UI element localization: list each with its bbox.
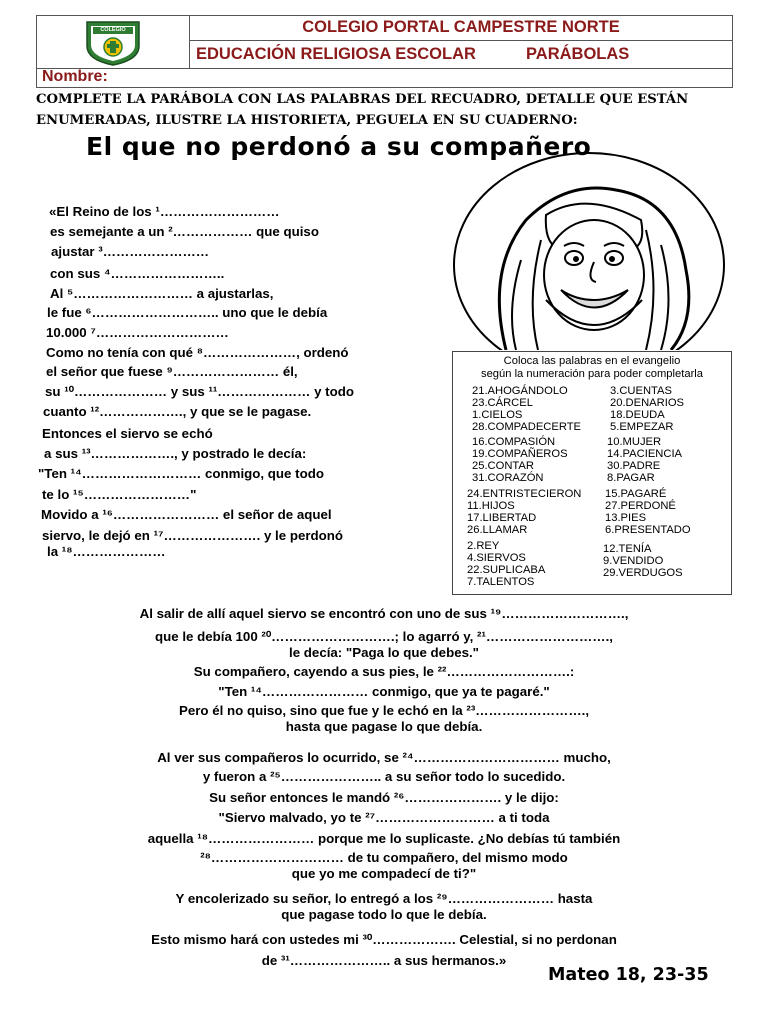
parable-line-13: a sus ¹³………………., y postrado le decía: bbox=[44, 446, 307, 461]
instructions-line-1: COMPLETE LA PARÁBOLA CON LAS PALABRAS DEL RECUADRO, DETALLE QUE ESTÁN bbox=[36, 92, 689, 107]
parable-line-18: la ¹⁸………………… bbox=[47, 544, 166, 559]
parable-line-15: te lo ¹⁵……………………" bbox=[42, 487, 197, 502]
parable-line-10: su ¹⁰………………… y sus ¹¹………………… y todo bbox=[45, 384, 354, 399]
word-bank-item: 1.CIELOS bbox=[472, 409, 523, 421]
word-bank-item: 17.LIBERTAD bbox=[467, 512, 537, 524]
parable-bottom-line-10: Su señor entonces le mandó ²⁶…………………. y le dijo: bbox=[209, 790, 559, 805]
parable-bottom-line-18: de ³¹………………….. a sus hermanos.» bbox=[261, 953, 507, 968]
parable-bottom-line-9: y fueron a ²⁵………………….. a su señor todo lo sucedido. bbox=[202, 769, 566, 784]
word-bank-item: 18.DEUDA bbox=[610, 409, 665, 421]
parable-line-17: siervo, le dejó en ¹⁷…………………. y le perdonó bbox=[42, 528, 344, 543]
parable-bottom-line-8: Al ver sus compañeros lo ocurrido, se ²⁴…………………………… mucho, bbox=[157, 750, 611, 765]
parable-line-2: es semejante a un ²……………… que quiso bbox=[50, 224, 319, 239]
word-bank-item: 11.HIJOS bbox=[467, 500, 515, 512]
word-bank-item: 23.CÁRCEL bbox=[472, 397, 533, 409]
parable-line-7: 10.000 ⁷………………………… bbox=[46, 325, 229, 340]
word-bank-item: 21.AHOGÁNDOLO bbox=[472, 385, 568, 397]
parable-line-16: Movido a ¹⁶…………………… el señor de aquel bbox=[41, 507, 332, 522]
parable-line-1: «El Reino de los ¹……………………… bbox=[49, 204, 280, 219]
word-bank-item: 2.REY bbox=[467, 540, 500, 552]
parable-bottom-line-17: Esto mismo hará con ustedes mi ³⁰………………. Celestial, si no perdonan bbox=[151, 932, 617, 947]
parable-bottom-line-12: aquella ¹⁸…………………… porque me lo suplicaste. ¿No debías tú también bbox=[147, 831, 621, 846]
name-row bbox=[36, 67, 733, 88]
word-bank-item: 9.VENDIDO bbox=[603, 555, 664, 567]
school-logo-icon bbox=[37, 16, 189, 68]
parable-line-4: con sus ⁴…………………….. bbox=[50, 266, 225, 281]
parable-line-14: "Ten ¹⁴……………………… conmigo, que todo bbox=[38, 466, 324, 481]
word-bank-item: 28.COMPADECERTE bbox=[472, 421, 582, 433]
topic-title: PARÁBOLAS bbox=[526, 45, 630, 63]
word-bank-item: 31.CORAZÓN bbox=[472, 472, 544, 484]
word-bank-item: 8.PAGAR bbox=[607, 472, 655, 484]
parable-line-8: Como no tenía con qué ⁸…………………, ordenó bbox=[46, 345, 349, 360]
parable-bottom-line-3: le decía: "Paga lo que debes." bbox=[289, 645, 479, 660]
parable-line-11: cuanto ¹²………………., y que se le pagase. bbox=[43, 404, 312, 419]
word-bank-item: 6.PRESENTADO bbox=[605, 524, 691, 536]
parable-bottom-line-16: que pagase todo lo que le debía. bbox=[281, 907, 487, 922]
word-bank-item: 14.PACIENCIA bbox=[607, 448, 683, 460]
instructions-line-2: ENUMERADAS, ILUSTRE LA HISTORIETA, PEGUELA EN SU CUADERNO: bbox=[36, 113, 578, 128]
parable-line-12: Entonces el siervo se echó bbox=[42, 426, 213, 441]
word-bank-item: 4.SIERVOS bbox=[467, 552, 526, 564]
parable-bottom-line-4: Su compañero, cayendo a sus pies, le ²²……………………….: bbox=[193, 664, 575, 679]
word-bank-item: 30.PADRE bbox=[607, 460, 661, 472]
word-bank-item: 10.MUJER bbox=[607, 436, 662, 448]
word-bank-item: 16.COMPASIÓN bbox=[472, 436, 556, 448]
header-row-subject bbox=[190, 41, 732, 68]
parable-bottom-line-13: ²⁸………………………… de tu compañero, del mismo modo bbox=[200, 850, 568, 865]
logo-text: COLEGIO bbox=[100, 27, 126, 33]
word-bank-item: 13.PIES bbox=[605, 512, 647, 524]
word-bank-item: 19.COMPAÑEROS bbox=[472, 448, 568, 460]
word-bank-heading-2: según la numeración para poder completarla bbox=[480, 368, 704, 380]
name-label: Nombre: bbox=[42, 68, 108, 85]
word-bank-item: 3.CUENTAS bbox=[610, 385, 672, 397]
word-bank-item: 20.DENARIOS bbox=[610, 397, 684, 409]
bible-citation: Mateo 18, 23-35 bbox=[548, 965, 709, 985]
parable-line-5: Al ⁵……………………… a ajustarlas, bbox=[50, 286, 274, 301]
parable-bottom-line-2: que le debía 100 ²⁰……………………….; lo agarró y, ²¹………………………., bbox=[155, 629, 613, 644]
word-bank-box bbox=[452, 351, 732, 595]
parable-bottom-line-1: Al salir de allí aquel siervo se encontró con uno de sus ¹⁹………………………., bbox=[139, 606, 629, 621]
parable-bottom-line-6: Pero él no quiso, sino que fue y le echó en la ²³……………………., bbox=[178, 703, 590, 718]
jesus-illustration-icon bbox=[446, 150, 732, 350]
word-bank-heading-1: Coloca las palabras en el evangelio bbox=[503, 355, 681, 367]
word-bank-item: 15.PAGARÉ bbox=[605, 488, 667, 500]
word-bank-item: 22.SUPLICABA bbox=[467, 564, 546, 576]
parable-bottom-line-14: que yo me compadecí de ti?" bbox=[291, 866, 477, 881]
parable-bottom-line-7: hasta que pagase lo que debía. bbox=[285, 719, 483, 734]
logo-cell bbox=[37, 16, 190, 68]
header-row-school bbox=[190, 16, 732, 41]
parable-line-9: el señor que fuese ⁹…………………… él, bbox=[46, 364, 298, 379]
header-table bbox=[36, 15, 733, 69]
parable-bottom-line-15: Y encolerizado su señor, lo entregó a los ²⁹…………………… hasta bbox=[175, 891, 593, 906]
word-bank-item: 29.VERDUGOS bbox=[603, 567, 683, 579]
word-bank-item: 5.EMPEZAR bbox=[610, 421, 674, 433]
word-bank-item: 24.ENTRISTECIERON bbox=[467, 488, 582, 500]
story-title: El que no perdonó a su compañero bbox=[86, 132, 592, 161]
word-bank-item: 25.CONTAR bbox=[472, 460, 534, 472]
parable-line-6: le fue ⁶……………………….. uno que le debía bbox=[47, 305, 328, 320]
subject-title: EDUCACIÓN RELIGIOSA ESCOLAR bbox=[196, 45, 476, 63]
parable-bottom-line-11: "Siervo malvado, yo te ²⁷……………………… a ti toda bbox=[218, 810, 550, 825]
word-bank-item: 26.LLAMAR bbox=[467, 524, 528, 536]
word-bank-item: 7.TALENTOS bbox=[467, 576, 535, 588]
word-bank-item: 27.PERDONÉ bbox=[605, 500, 676, 512]
parable-line-3: ajustar ³…………………… bbox=[51, 244, 210, 259]
parable-bottom-line-5: "Ten ¹⁴…………………… conmigo, que ya te pagaré." bbox=[218, 684, 550, 699]
word-bank-item: 12.TENÍA bbox=[603, 543, 652, 555]
school-name: COLEGIO PORTAL CAMPESTRE NORTE bbox=[302, 18, 620, 36]
